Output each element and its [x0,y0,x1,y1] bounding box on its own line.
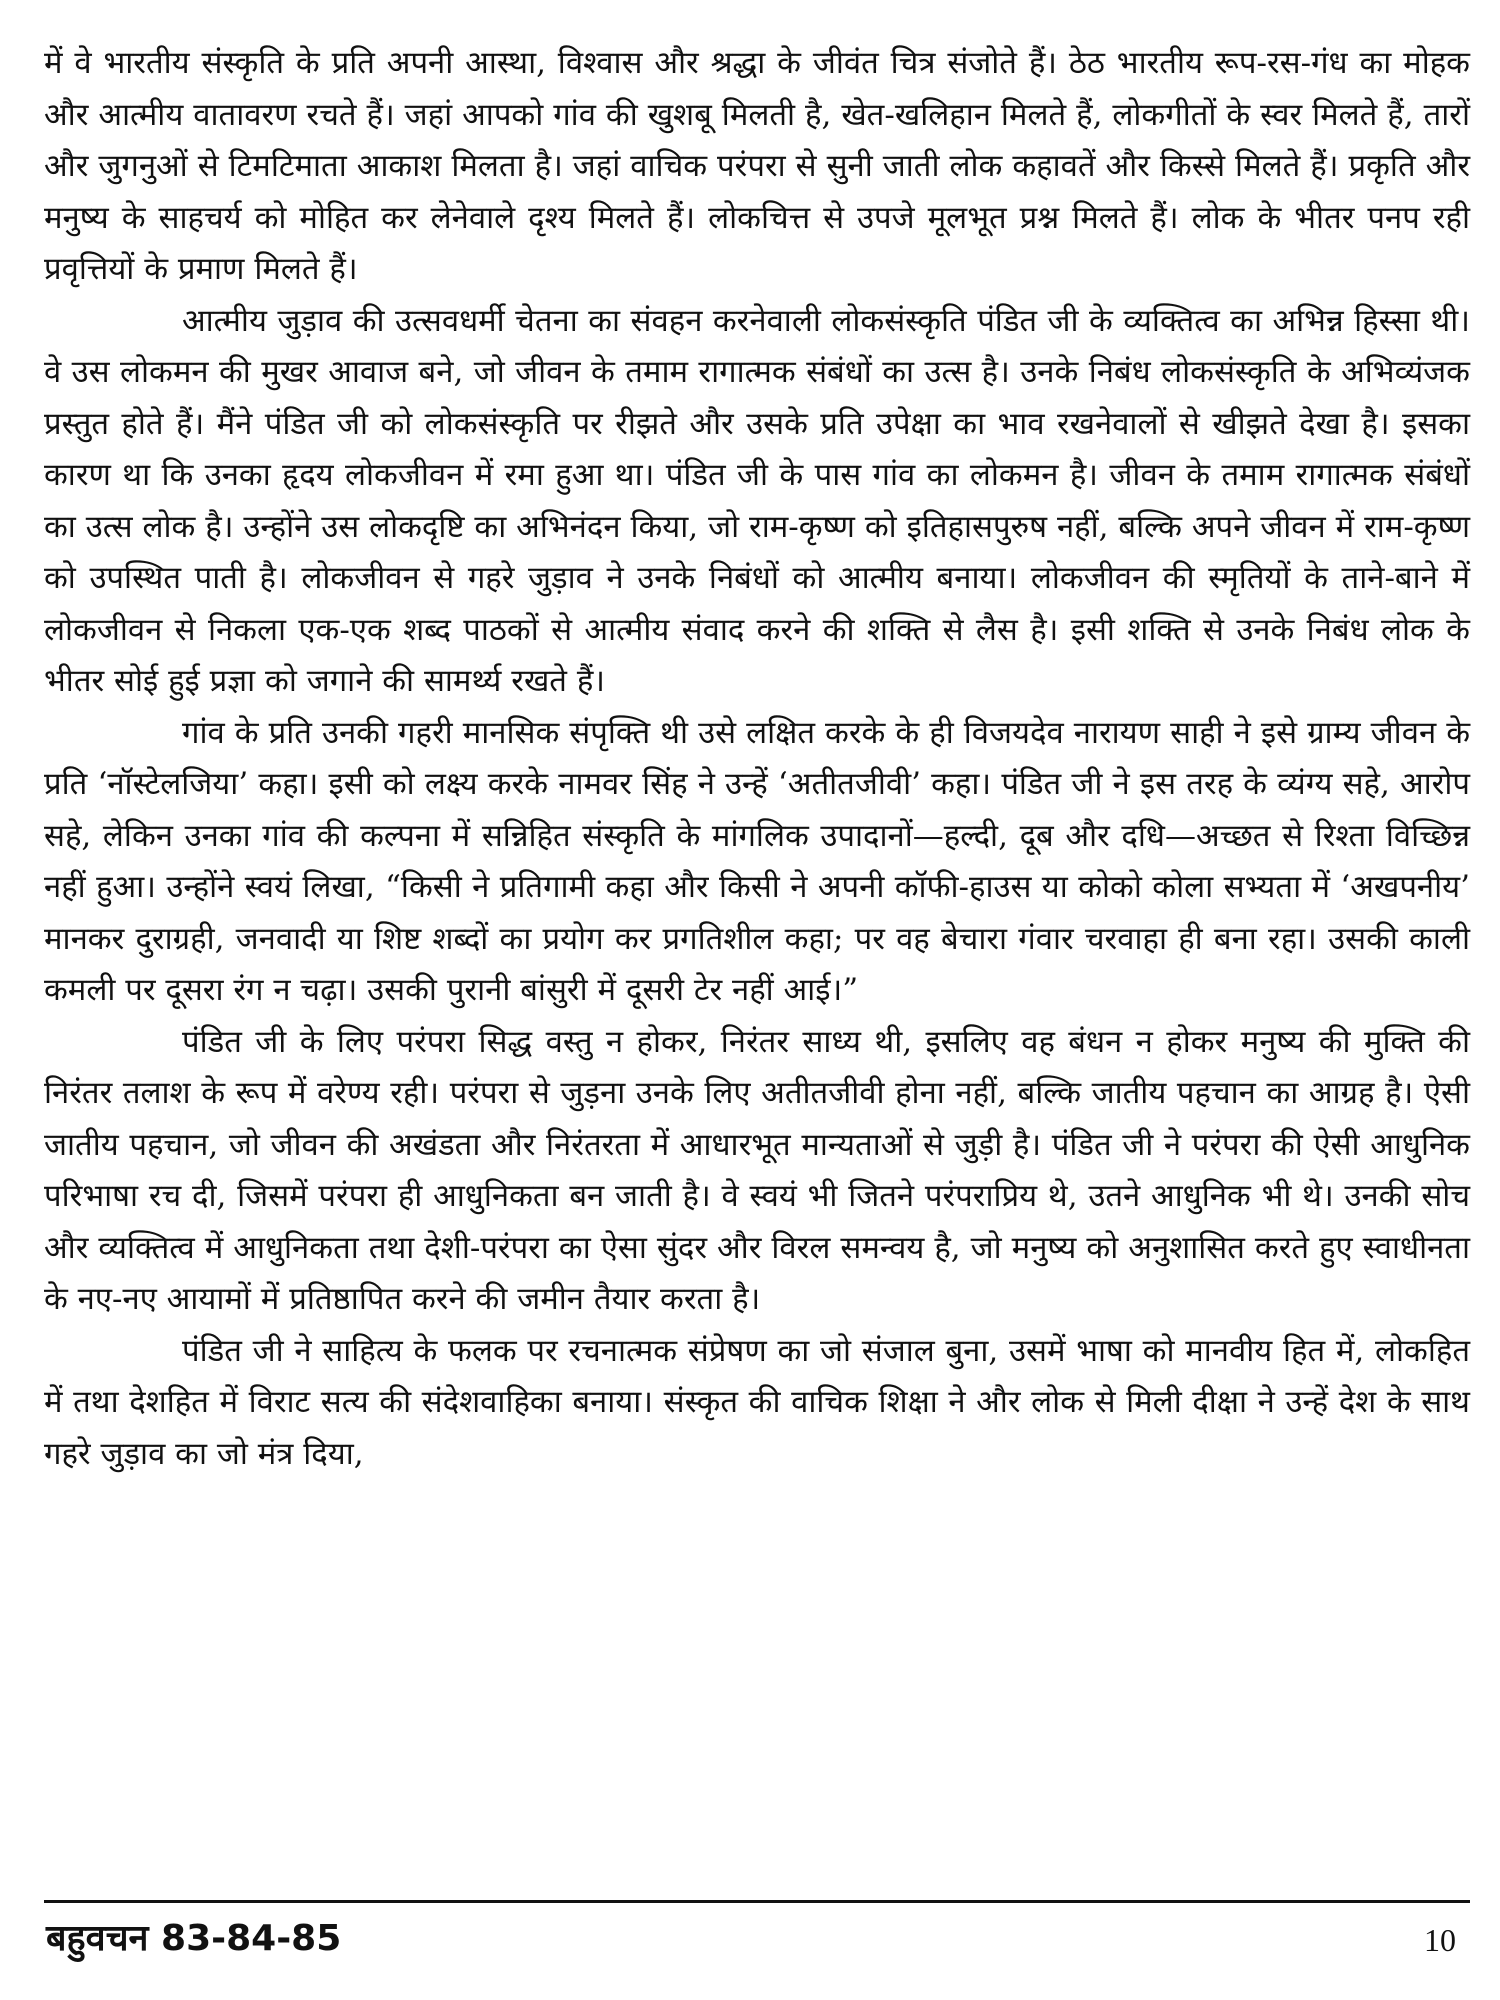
paragraph-1: में वे भारतीय संस्कृति के प्रति अपनी आस्था, विश्वास और श्रद्धा के जीवंत चित्र संजोते हैं। ठेठ भारतीय रूप-रस-गंध का मोहक और आत्मीय वातावरण रचते हैं। जहां आपको गांव की खुशबू मिलती है, खेत-खलिहान मिलते हैं, लोकगीतों के स्वर मिलते हैं, तारों और जुगनुओं से टिमटिमाता आकाश मिलता है। जहां वाचिक परंपरा से सुनी जाती लोक कहावतें और किस्से मिलते हैं। प्रकृति और मनुष्य के साहचर्य को मोहित कर लेनेवाले दृश्य मिलते हैं। लोकचित्त से उपजे मूलभूत प्रश्न मिलते हैं। लोक के भीतर पनप रही प्रवृत्तियों के प्रमाण मिलते हैं। [44,45,1470,287]
paragraph-2: आत्मीय जुड़ाव की उत्सवधर्मी चेतना का संवहन करनेवाली लोकसंस्कृति पंडित जी के व्यक्तित्व का अभिन्न हिस्सा थी। वे उस लोकमन की मुखर आवाज बने, जो जीवन के तमाम रागात्मक संबंधों का उत्स है। उनके निबंध लोकसंस्कृति के अभिव्यंजक प्रस्तुत होते हैं। मैंने पंडित जी को लोकसंस्कृति पर रीझते और उसके प्रति उपेक्षा का भाव रखनेवालों से खीझते देखा है। इसका कारण था कि उनका हृदय लोकजीवन में रमा हुआ था। पंडित जी के पास गांव का लोकमन है। जीवन के तमाम रागात्मक संबंधों का उत्स लोक है। उन्होंने उस लोकदृष्टि का अभिनंदन किया, जो राम-कृष्ण को इतिहासपुरुष नहीं, बल्कि अपने जीवन में राम-कृष्ण को उपस्थित पाती है। लोकजीवन से गहरे जुड़ाव ने उनके निबंधों को आत्मीय बनाया। लोकजीवन की स्मृतियों के ताने-बाने में लोकजीवन से निकला एक-एक शब्द पाठकों से आत्मीय संवाद करने की शक्ति से लैस है। इसी शक्ति से उनके निबंध लोक के भीतर सोई हुई प्रज्ञा को जगाने की सामर्थ्य रखते हैं। [44,302,1470,699]
article-body [44,38,1470,1480]
paragraph-5: पंडित जी ने साहित्य के फलक पर रचनात्मक संप्रेषण का जो संजाल बुना, उसमें भाषा को मानवीय हित में, लोकहित में तथा देशहित में विराट सत्य की संदेशवाहिका बनाया। संस्कृत की वाचिक शिक्षा ने और लोक से मिली दीक्षा ने उन्हें देश के साथ गहरे जुड़ाव का जो मंत्र दिया, [44,1332,1470,1472]
page [44,38,1470,1918]
page-number: 10 [1424,1922,1456,1958]
footer-divider [44,1900,1470,1903]
paragraph-3: गांव के प्रति उनकी गहरी मानसिक संपृक्ति थी उसे लक्षित करके के ही विजयदेव नारायण साही ने इसे ग्राम्य जीवन के प्रति ‘नॉस्टेलजिया’ कहा। इसी को लक्ष्य करके नामवर सिंह ने उन्हें ‘अतीतजीवी’ कहा। पंडित जी ने इस तरह के व्यंग्य सहे, आरोप सहे, लेकिन उनका गांव की कल्पना में सन्निहित संस्कृति के मांगलिक उपादानों—हल्दी, दूब और दधि—अच्छत से रिश्ता विच्छिन्न नहीं हुआ। उन्होंने स्वयं लिखा, “किसी ने प्रतिगामी कहा और किसी ने अपनी कॉफी-हाउस या कोको कोला सभ्यता में ‘अखपनीय’ मानकर दुराग्रही, जनवादी या शिष्ट शब्दों का प्रयोग कर प्रगतिशील कहा; पर वह बेचारा गंवार चरवाहा ही बना रहा। उसकी काली कमली पर दूसरा रंग न चढ़ा। उसकी पुरानी बांसुरी में दूसरी टेर नहीं आई।” [44,714,1470,1008]
paragraph-4: पंडित जी के लिए परंपरा सिद्ध वस्तु न होकर, निरंतर साध्य थी, इसलिए वह बंधन न होकर मनुष्य की मुक्ति की निरंतर तलाश के रूप में वरेण्य रही। परंपरा से जुड़ना उनके लिए अतीतजीवी होना नहीं, बल्कि जातीय पहचान का आग्रह है। ऐसी जातीय पहचान, जो जीवन की अखंडता और निरंतरता में आधारभूत मान्यताओं से जुड़ी है। पंडित जी ने परंपरा की ऐसी आधुनिक परिभाषा रच दी, जिसमें परंपरा ही आधुनिकता बन जाती है। वे स्वयं भी जितने परंपराप्रिय थे, उतने आधुनिक भी थे। उनकी सोच और व्यक्तित्व में आधुनिकता तथा देशी-परंपरा का ऐसा सुंदर और विरल समन्वय है, जो मनुष्य को अनुशासित करते हुए स्वाधीनता के नए-नए आयामों में प्रतिष्ठापित करने की जमीन तैयार करता है। [44,1023,1470,1317]
publication-title: बहुवचन 83-84-85 [46,1918,342,1959]
